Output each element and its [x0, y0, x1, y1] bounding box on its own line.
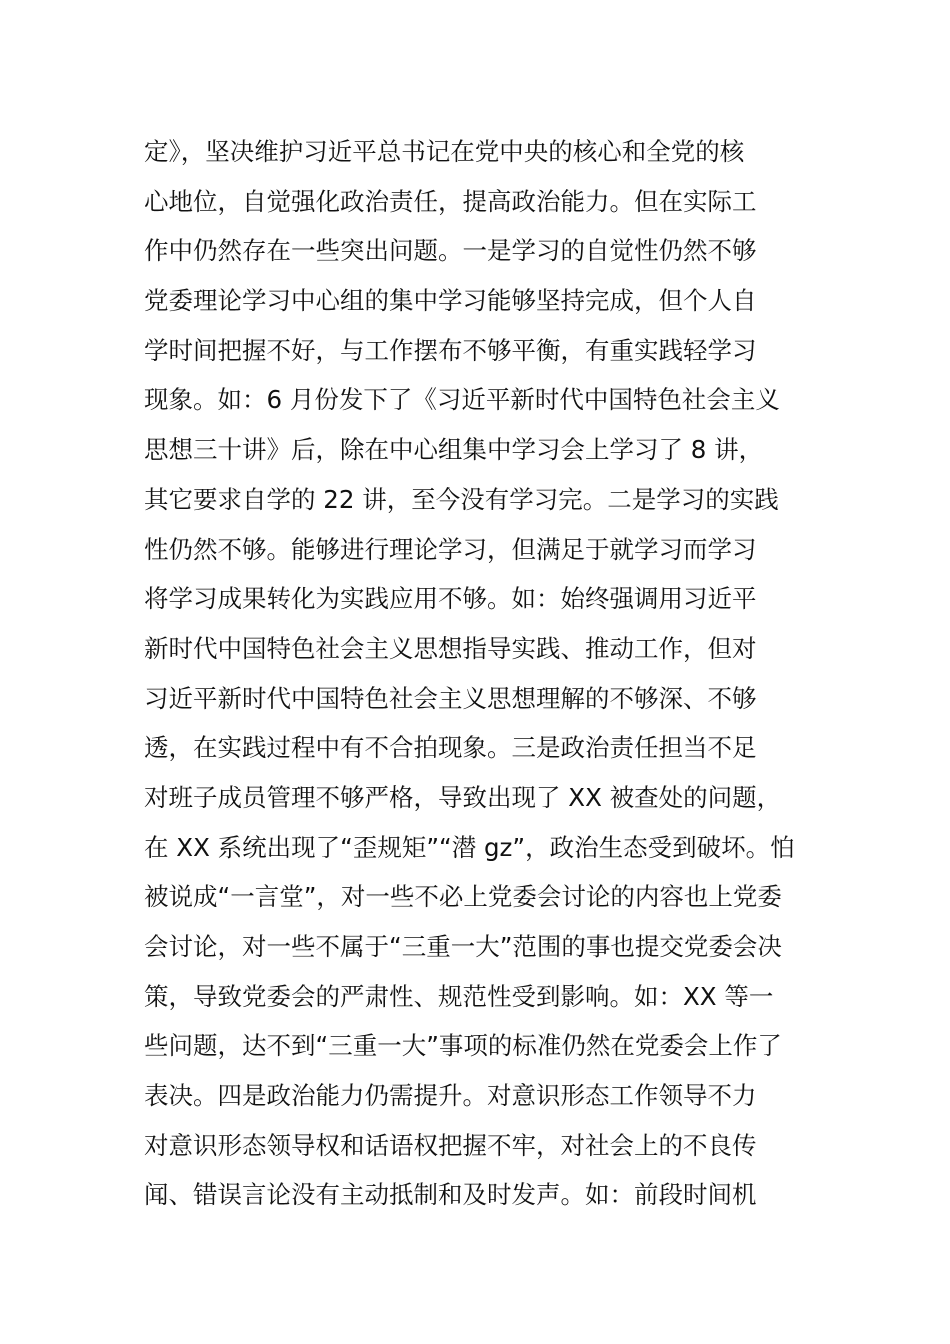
text-line: 党委理论学习中心组的集中学习能够坚持完成，但个人自	[144, 286, 757, 316]
text-line: 作中仍然存在一些突出问题。一是学习的自觉性仍然不够	[144, 236, 757, 266]
text-line: 定》，坚决维护习近平总书记在党中央的核心和全党的核	[144, 137, 745, 166]
text-line: 被说成“一言堂”，对一些不必上党委会讨论的内容也上党委	[144, 882, 782, 912]
text-line: 会讨论，对一些不属于“三重一大”范围的事也提交党委会决	[144, 932, 782, 961]
text-line: 策，导致党委会的严肃性、规范性受到影响。如：XX 等一	[144, 981, 774, 1011]
text-line: 新时代中国特色社会主义思想指导实践、推动工作，但对	[144, 633, 757, 663]
text-line: 表决。四是政治能力仍需提升。对意识形态工作领导不力	[144, 1081, 757, 1111]
text-line: 对意识形态领导权和话语权把握不牢，对社会上的不良传	[144, 1130, 757, 1160]
text-line: 性仍然不够。能够进行理论学习，但满足于就学习而学习	[144, 534, 757, 564]
text-line: 将学习成果转化为实践应用不够。如：始终强调用习近平	[144, 584, 757, 614]
text-line: 心地位，自觉强化政治责任，提高政治能力。但在实际工	[144, 186, 757, 216]
text-line: 其它要求自学的 22 讲，至今没有学习完。二是学习的实践	[144, 484, 779, 514]
text-line: 对班子成员管理不够严格，导致出现了 XX 被查处的问题，	[144, 782, 782, 812]
text-line: 在 XX 系统出现了“歪规矩”“潜 gz”，政治生态受到破坏。怕	[144, 832, 795, 862]
body-text	[144, 127, 824, 1220]
text-line: 思想三十讲》后，除在中心组集中学习会上学习了 8 讲，	[144, 435, 764, 465]
text-line: 透，在实践过程中有不合拍现象。三是政治责任担当不足	[144, 733, 757, 763]
text-line: 习近平新时代中国特色社会主义思想理解的不够深、不够	[144, 683, 757, 713]
text-line: 闻、错误言论没有主动抵制和及时发声。如：前段时间机	[144, 1180, 757, 1210]
text-line: 学时间把握不好，与工作摆布不够平衡，有重实践轻学习	[144, 335, 757, 365]
text-line: 些问题，达不到“三重一大”事项的标准仍然在党委会上作了	[144, 1031, 782, 1061]
text-line: 现象。如：6 月份发下了《习近平新时代中国特色社会主义	[144, 385, 780, 415]
